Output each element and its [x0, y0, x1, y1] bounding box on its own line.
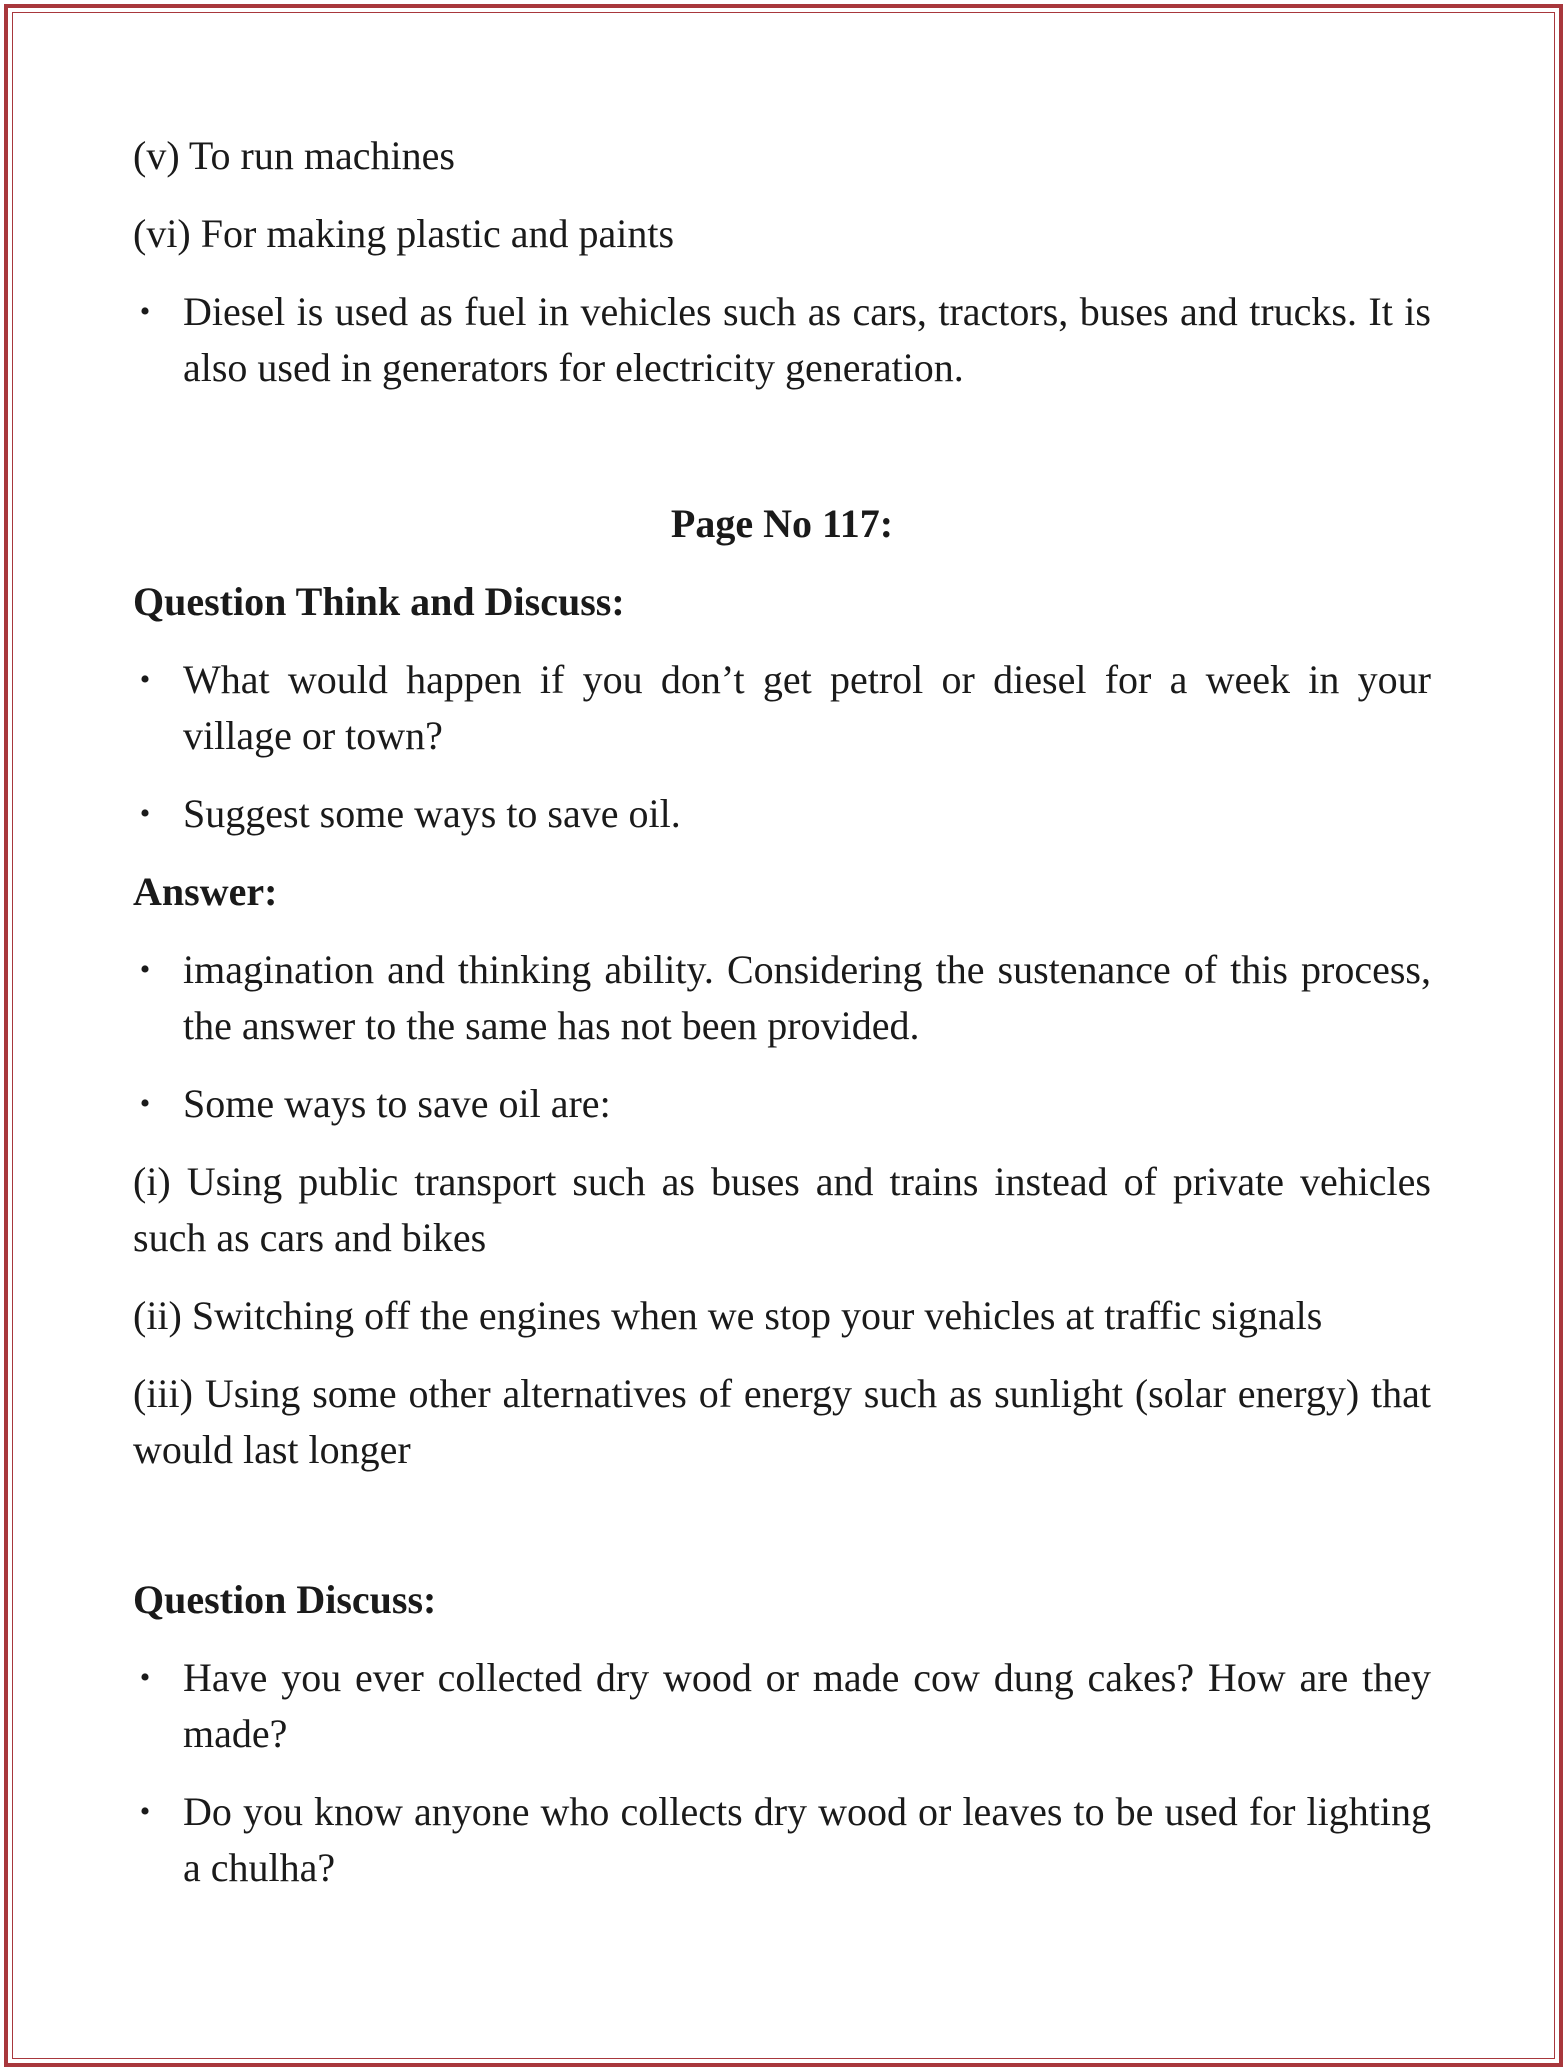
bullet-dot-icon: •: [139, 1661, 151, 1694]
answer-heading: Answer:: [133, 869, 278, 914]
bullet-dot-icon: •: [139, 1795, 151, 1828]
bullet-dot-icon: •: [139, 295, 151, 328]
bullet-item: [133, 652, 1431, 764]
bullet-dot-icon: •: [139, 663, 151, 696]
bullet-text: imagination and thinking ability. Considering the sustenance of this process, the answer to the same has not been provided.: [183, 947, 1431, 1048]
bullet-dot-icon: •: [139, 797, 151, 830]
bullet-item: [133, 1650, 1431, 1762]
bullet-item: [133, 1076, 1431, 1132]
answer-item-iii: (iii) Using some other alternatives of energy such as sunlight (solar energy) that would last longer: [133, 1371, 1431, 1472]
bullet-text: What would happen if you don’t get petrol or diesel for a week in your village or town?: [183, 657, 1431, 758]
bullet-text: Do you know anyone who collects dry wood or leaves to be used for lighting a chulha?: [183, 1789, 1431, 1890]
bullet-text: Some ways to save oil are:: [183, 1081, 611, 1126]
bullet-item-diesel: [133, 284, 1431, 396]
answer-item-ii: (ii) Switching off the engines when we stop your vehicles at traffic signals: [133, 1293, 1323, 1338]
page-number-heading: Page No 117:: [670, 501, 894, 546]
list-item-vi: (vi) For making plastic and paints: [133, 211, 675, 256]
bullet-dot-icon: •: [139, 953, 151, 986]
bullet-text: Have you ever collected dry wood or made cow dung cakes? How are they made?: [183, 1655, 1431, 1756]
bullet-dot-icon: •: [139, 1087, 151, 1120]
question-heading-think-discuss: Question Think and Discuss:: [133, 579, 625, 624]
question-heading-discuss: Question Discuss:: [133, 1577, 437, 1622]
bullet-item: [133, 1784, 1431, 1896]
bullet-text: Diesel is used as fuel in vehicles such as cars, tractors, buses and trucks. It is also used in generators for electricity generation.: [183, 289, 1431, 390]
document-body: [133, 128, 1431, 1918]
bullet-text: Suggest some ways to save oil.: [183, 791, 681, 836]
answer-item-i: (i) Using public transport such as buses and trains instead of private vehicles such as cars and bikes: [133, 1159, 1431, 1260]
list-item-v: (v) To run machines: [133, 133, 455, 178]
bullet-item: [133, 942, 1431, 1054]
bullet-item: [133, 786, 1431, 842]
